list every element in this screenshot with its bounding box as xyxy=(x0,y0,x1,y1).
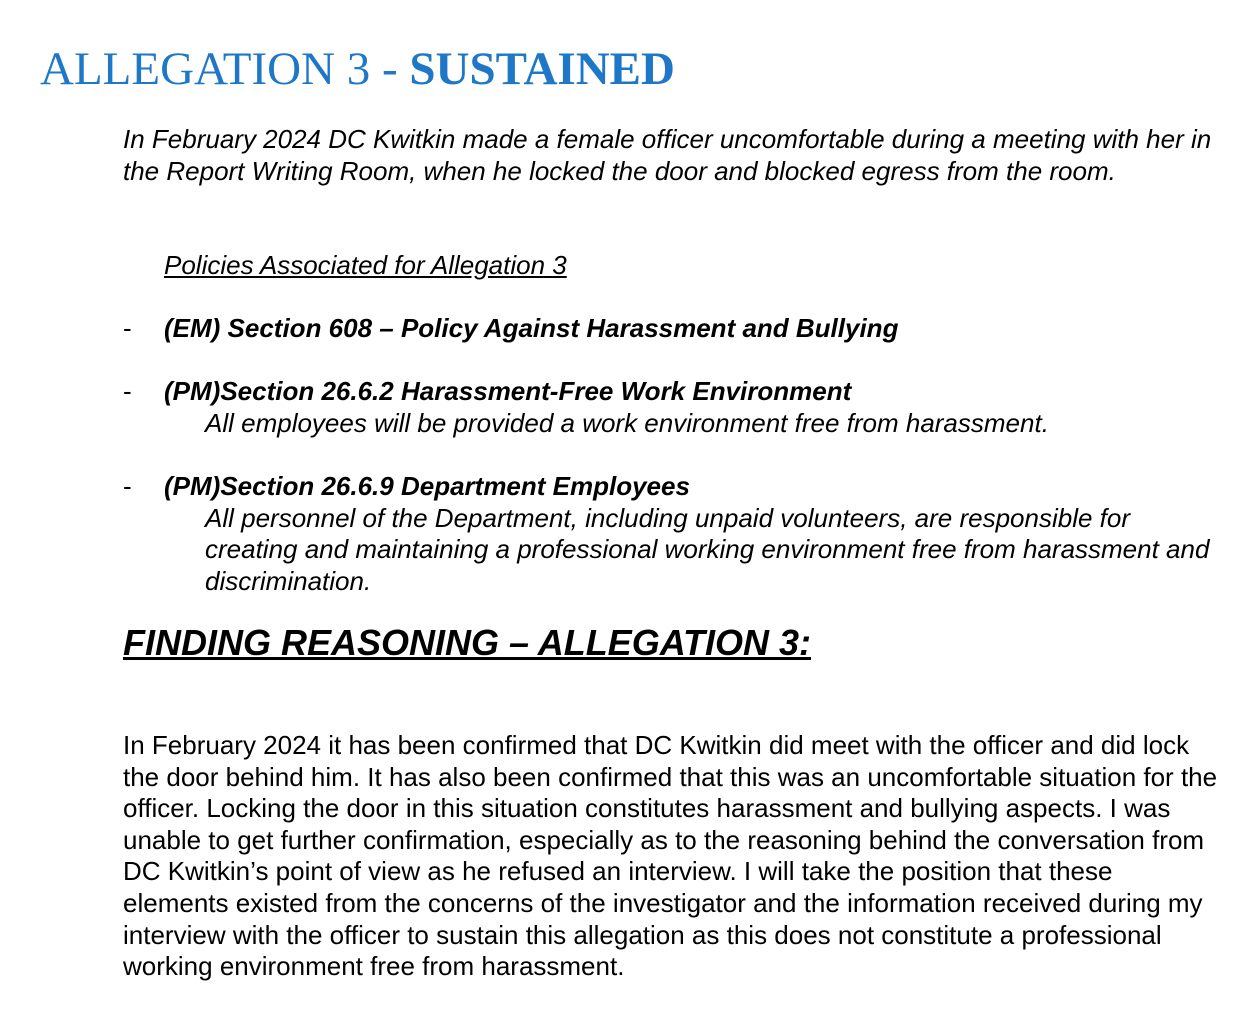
allegation-summary: In February 2024 DC Kwitkin made a female officer uncomfortable during a meeting with her in the Report Writing Room, when he locked the door and blocked egress from the room. xyxy=(123,124,1212,186)
policy-title: (EM) Section 608 – Policy Against Harassment and Bullying xyxy=(164,313,899,343)
policy-title: (PM)Section 26.6.2 Harassment-Free Work Environment xyxy=(164,376,852,406)
allegation-status: SUSTAINED xyxy=(409,43,675,95)
policy-description: All personnel of the Department, including unpaid volunteers, are responsible for creating and maintaining a professional working environment free from harassment and discrimination. xyxy=(205,502,1210,596)
policy-title: (PM)Section 26.6.9 Department Employees xyxy=(164,471,690,501)
allegation-heading-prefix: ALLEGATION 3 - xyxy=(40,43,410,95)
policy-description: All employees will be provided a work environment free from harassment. xyxy=(205,407,1049,438)
policy-bullet: - xyxy=(123,313,132,343)
finding-heading: FINDING REASONING – ALLEGATION 3: xyxy=(123,622,812,663)
allegation-heading xyxy=(40,42,675,96)
policy-bullet: - xyxy=(123,376,132,406)
policies-label: Policies Associated for Allegation 3 xyxy=(164,250,567,280)
policy-bullet: - xyxy=(123,471,132,501)
finding-reasoning: In February 2024 it has been confirmed that DC Kwitkin did meet with the officer and did lock the door behind him. It has also been confirmed that this was an uncomfortable situation for the officer. Locking the door in this situation constitutes harassment and bullying aspects. I was unable to get further confirmation, especially as to the reasoning behind the conversation from DC Kwitkin’s point of view as he refused an interview. I will take the position that these elements existed from the concerns of the investigator and the information received during my interview with the officer to sustain this allegation as this does not constitute a professional working environment free from harassment. xyxy=(123,730,1218,982)
